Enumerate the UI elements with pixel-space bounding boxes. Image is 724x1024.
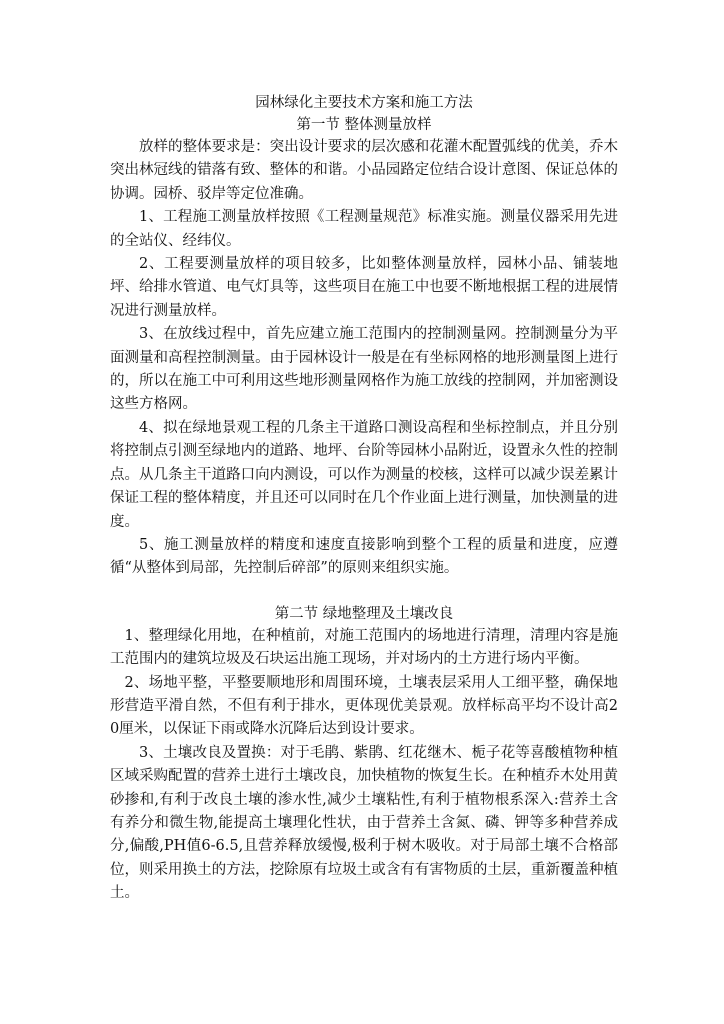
section-2-paragraph-2: 2、场地平整，平整要顺地形和周围环境，土壤表层采用人工细平整，确保地形营造平滑自然，不但有利于排水，更体现优美景观。放样标高平均不设计高20厘米，以保证下雨或降水沉降后达到设计要求。 [110, 674, 618, 738]
section-2-paragraph-3: 3、土壤改良及置换：对于毛鹃、紫鹃、红花继木、栀子花等喜酸植物种植区域采购配置的营养土进行土壤改良，加快植物的恢复生长。在种植乔木处用黄砂掺和,有利于改良土壤的渗水性,减少土壤粘性,有利于植物根系深入:营养土含有养分和微生物,能提高土壤理化性状，由于营养土含氮、磷、钾等多种营养成分,偏酸,PH值6-6.5,且营养释放缓慢,极利于树木吸收。对于局部土壤不合格部位，则采用换土的方法，挖除原有垃圾土或含有有害物质的土层，重新覆盖种植土。 [110, 744, 618, 902]
document-title: 园林绿化主要技术方案和施工方法 [255, 95, 473, 111]
section-1-paragraph-5: 5、施工测量放样的精度和速度直接影响到整个工程的质量和进度，应遵循“从整体到局部，先控制后碎部”的原则来组织实施。 [110, 536, 618, 577]
section-1-paragraph-4: 4、拟在绿地景观工程的几条主干道路口测设高程和坐标控制点，并且分别将控制点引测至绿地内的道路、地坪、台阶等园林小品附近，设置永久性的控制点。从几条主干道路口向内测设，可以作为测量的校核，这样可以减少误差累计保证工程的整体精度，并且还可以同时在几个作业面上进行测量，加快测量的进度。 [110, 419, 618, 530]
section-1-heading: 第一节 整体测量放样 [296, 117, 432, 133]
section-2-paragraph-1: 1、整理绿化用地，在种植前，对施工范围内的场地进行清理，清理内容是施工范围内的建筑垃圾及石块运出施工现场，并对场内的土方进行场内平衡。 [110, 627, 618, 668]
section-1-paragraph-2: 2、工程要测量放样的项目较多，比如整体测量放样，园林小品、铺装地坪、给排水管道、电气灯具等，这些项目在施工中也要不断地根据工程的进展情况进行测量放样。 [110, 256, 618, 319]
section-2-heading: 第二节 绿地整理及土壤改良 [274, 605, 454, 622]
document-body [110, 92, 618, 906]
section-1-paragraph-intro: 放样的整体要求是：突出设计要求的层次感和花灌木配置弧线的优美，乔木突出林冠线的错落有致、整体的和谐。小品园路定位结合设计意图、保证总体的协调。园桥、驳岸等定位准确。 [110, 139, 618, 202]
section-1-paragraph-3: 3、在放线过程中，首先应建立施工范围内的控制测量网。控制测量分为平面测量和高程控制测量。由于园林设计一般是在有坐标网格的地形测量图上进行的，所以在施工中可利用这些地形测量网格作为施工放线的控制网，并加密测设这些方格网。 [110, 326, 618, 413]
section-1-paragraph-1: 1、工程施工测量放样按照《工程测量规范》标准实施。测量仪器采用先进的全站仪、经纬仪。 [110, 209, 618, 249]
